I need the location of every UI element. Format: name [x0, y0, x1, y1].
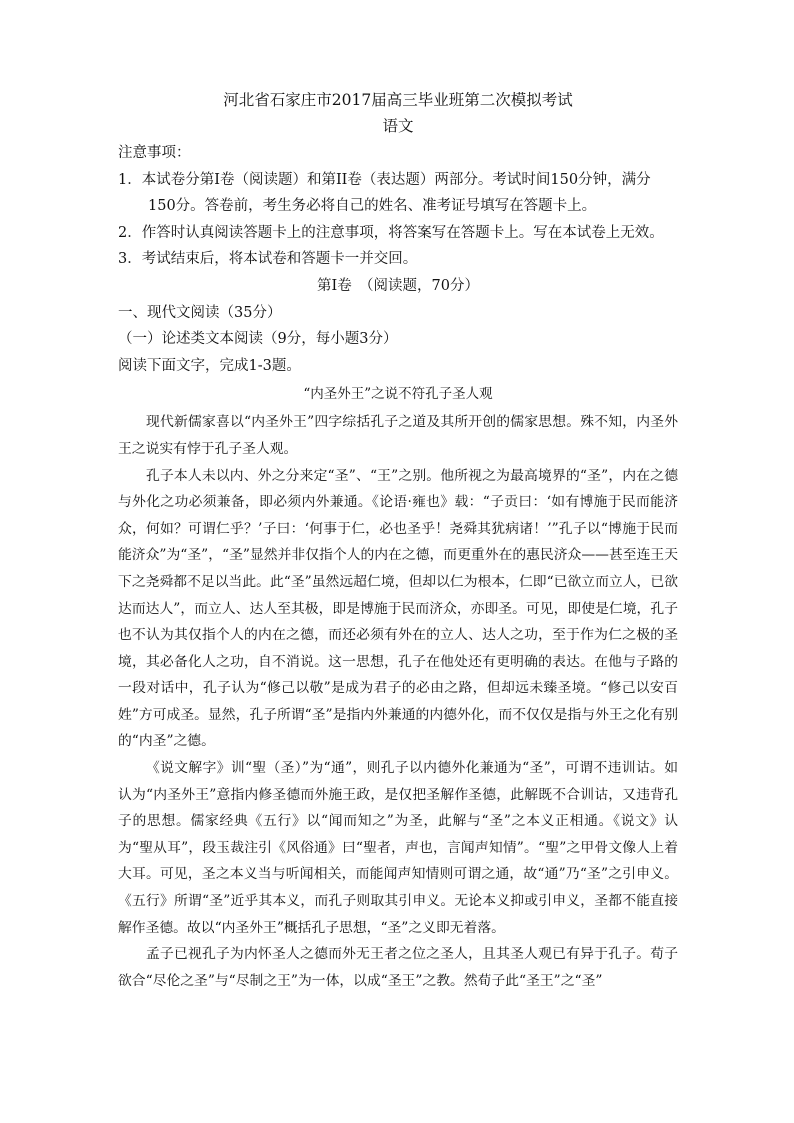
- article-paragraph-1: 现代新儒家喜以“内圣外王”四字综括孔子之道及其所开创的儒家思想。殊不知，内圣外王之说实有悖于孔子圣人观。: [118, 414, 678, 457]
- exam-subject: 语文: [382, 117, 414, 135]
- article-paragraph-3: 《说文解字》训“聖（圣）”为“通”，则孔子以内德外化兼通为“圣”，可谓不违训诂。如认为“内圣外王”意指内修圣德而外施王政，是仅把圣解作圣德，此解既不合训诂，又违背孔子的思想。儒家经典《五行》以“闻而知之”为圣，此解与“圣”之本义正相通。《说文》认为“聖从耳”，段玉裁注引《风俗通》曰“聖者，声也，言闻声知情”。“聖”之甲骨文像人上着大耳。可见，圣之本义当与听闻相关，而能闻声知情则可谓之通，故“通”乃“圣”之引申义。《五行》所谓“圣”近乎其本义，而孔子则取其引申义。无论本义抑或引申义，圣都不能直接解作圣德。故以“内圣外王”概括孔子思想，“圣”之义即无着落。: [118, 760, 678, 936]
- reading-instruction: 阅读下面文字，完成1-3题。: [118, 357, 301, 374]
- notice-item-3: 3．考试结束后，将本试卷和答题卡一并交回。: [118, 251, 418, 268]
- part1-heading: 第I卷 （阅读题，70分）: [317, 277, 479, 294]
- article-paragraph-2: 孔子本人未以内、外之分来定“圣”、“王”之别。他所视之为最高境界的“圣”，内在之德与外化之功必须兼备，即必须内外兼通。《论语·雍也》载：“子贡曰：‘如有博施于民而能济众，何如？可谓仁乎？’子曰：‘何事于仁，必也圣乎！尧舜其犹病诸！’”孔子以“博施于民而能济众”为“圣”，“圣”显然并非仅指个人的内在之德，而更重外在的惠民济众——甚至连王天下之尧舜都不足以当此。此“圣”虽然远超仁境，但却以仁为根本，仁即“已欲立而立人，已欲达而达人”，而立人、达人至其极，即是博施于民而济众，亦即圣。可见，即使是仁境，孔子也不认为其仅指个人的内在之德，而还必须有外在的立人、达人之功，至于作为仁之极的圣境，其必备化人之功，自不消说。这一思想，孔子在他处还有更明确的表达。在他与子路的一段对话中，孔子认为“修己以敬”是成为君子的必由之路，但却远未臻圣境。“修己以安百姓”方可成圣。显然，孔子所谓“圣”是指内外兼通的内德外化，而不仅仅是指与外王之化有别的“内圣”之德。: [118, 467, 678, 750]
- exam-page: [118, 90, 678, 994]
- article-paragraph-4: 孟子已视孔子为内怀圣人之德而外无王者之位之圣人，且其圣人观已有异于孔子。荀子欲合“尽伦之圣”与“尽制之王”为一体，以成“圣王”之教。然荀子此“圣王”之“圣”: [118, 946, 678, 989]
- notice-item-1: 1．本试卷分第I卷（阅读题）和第II卷（表达题）两部分。考试时间150分钟，满分150分。答卷前，考生务必将自己的姓名、准考证号填写在答题卡上。: [118, 171, 651, 215]
- notice-heading: 注意事项：: [118, 145, 191, 161]
- section-heading: 一、现代文阅读（35分）: [118, 304, 282, 321]
- article-title: “内圣外王”之说不符孔子圣人观: [303, 386, 493, 403]
- notice-item-2: 2．作答时认真阅读答题卡上的注意事项，将答案写在答题卡上。写在本试卷上无效。: [118, 224, 664, 241]
- subsection-heading: （一）论述类文本阅读（9分，每小题3分）: [118, 331, 398, 348]
- exam-title: 河北省石家庄市2017届高三毕业班第二次模拟考试: [223, 91, 573, 109]
